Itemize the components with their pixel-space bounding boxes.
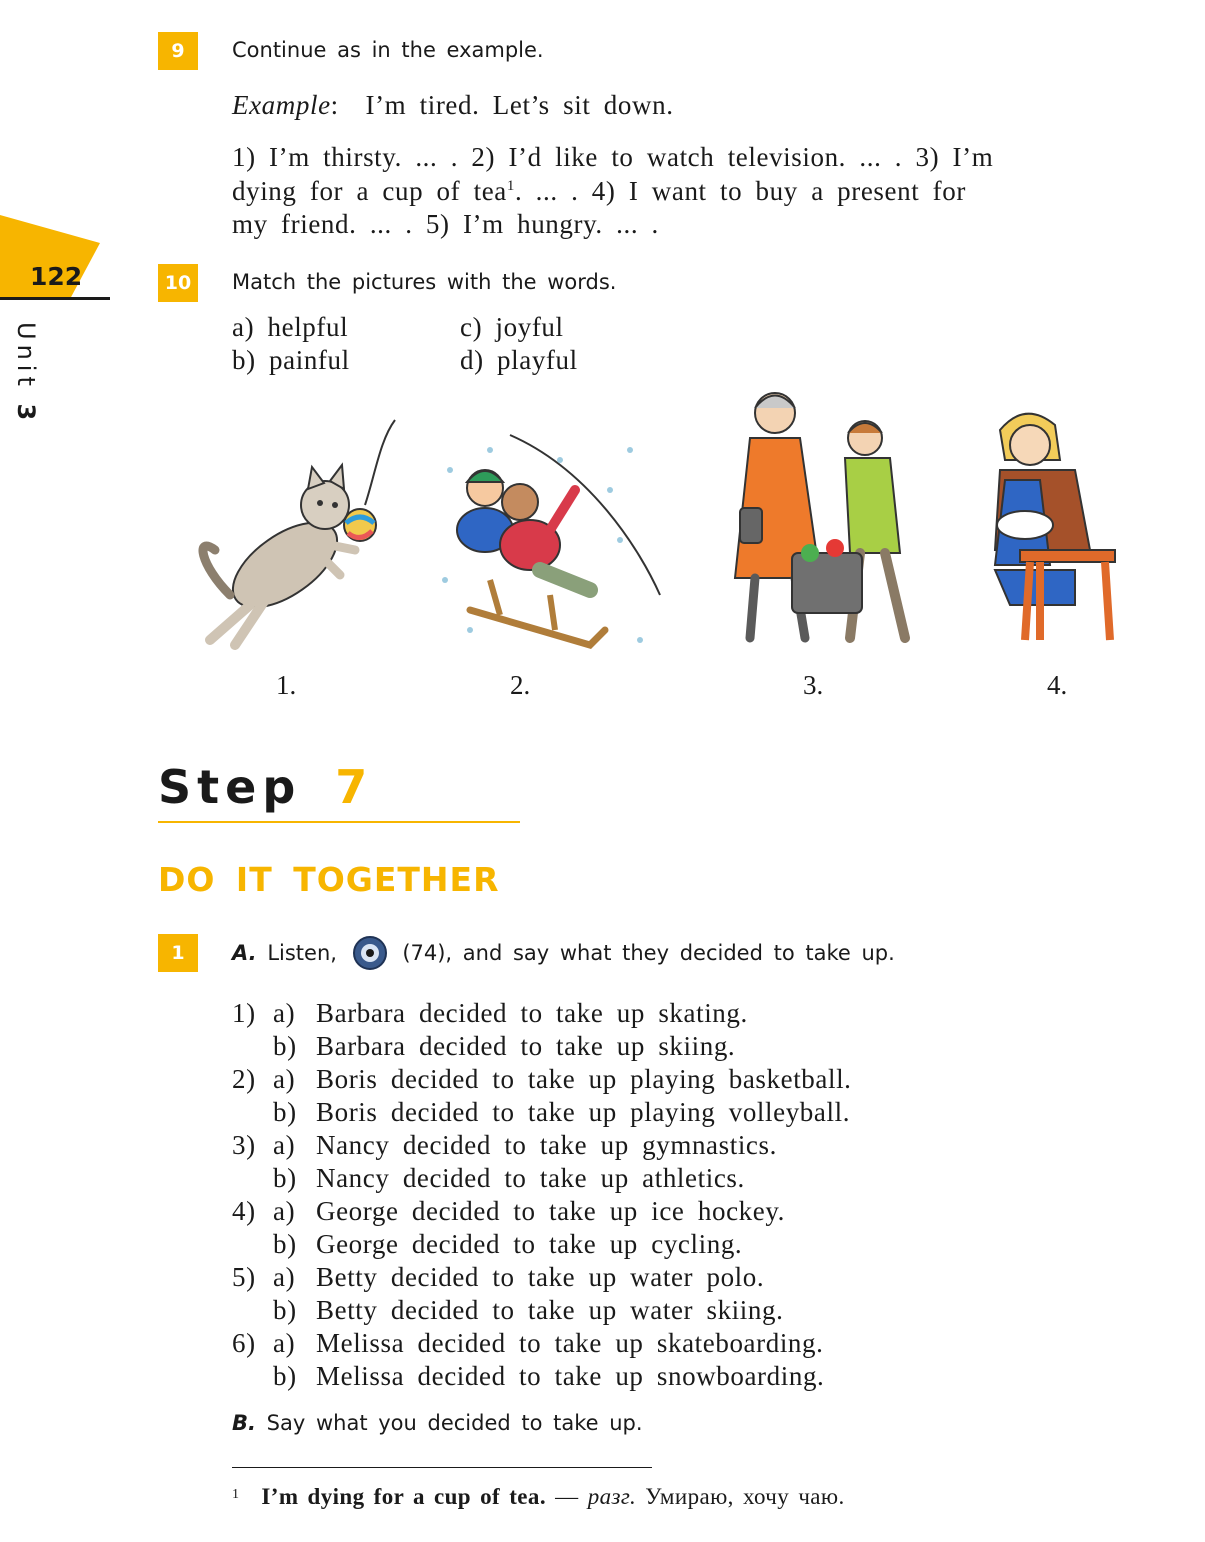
picture-number-1: 1. [276,670,297,700]
unit-label [12,322,40,425]
footnote-term: I’m dying for a cup of tea. [261,1484,546,1509]
word-c: c) joyful [460,312,564,342]
item-letter: b) [273,1295,297,1325]
item-text: Barbara decided to take up skating. [316,998,748,1028]
footnote [232,1484,845,1510]
footnote-abbreviation: разг. [587,1484,637,1509]
exercise-10-instruction: Match the pictures with the words. [232,270,617,294]
item-letter: a) [273,998,296,1028]
item-letter: b) [273,1229,297,1259]
item-letter: b) [273,1163,297,1193]
part-b-text: Say what you decided to take up. [266,1411,643,1435]
picture-boy-helping-grandmother [720,388,950,658]
item-index: 5) [232,1262,256,1292]
part-a-text-after: (74), and say what they decided to take up. [402,941,895,965]
step-underline [158,821,520,823]
footnote-divider [232,1467,652,1468]
item-letter: a) [273,1130,296,1160]
item-text: Barbara decided to take up skiing. [316,1031,736,1061]
picture-number-4: 4. [1047,670,1068,700]
exercise-9-line-3: my friend. ... . 5) I’m hungry. ... . [232,209,659,239]
part-a-label: A. [232,941,257,965]
item-text: Boris decided to take up playing basketball. [316,1064,852,1094]
exercise-1-part-a [232,941,895,965]
exercise-9-number: 9 [158,32,198,70]
item-letter: b) [273,1097,297,1127]
item-text: Betty decided to take up water skiing. [316,1295,784,1325]
picture-number-3: 3. [803,670,824,700]
example-text: I’m tired. Let’s sit down. [365,90,674,120]
item-letter: b) [273,1031,297,1061]
footnote-mark: 1 [232,1487,240,1502]
section-title: DO IT TOGETHER [158,860,500,899]
item-letter: b) [273,1361,297,1391]
item-text: Boris decided to take up playing volleyball. [316,1097,851,1127]
footnote-translation: Умираю, хочу чаю. [645,1484,845,1509]
item-text: George decided to take up ice hockey. [316,1196,786,1226]
page-number-rule [0,297,110,300]
picture-girl-with-injured-arm [980,400,1130,660]
step-word: Step [158,760,302,814]
exercise-9-line-2-head: dying for a cup of tea [232,176,507,206]
exercise-1-part-b [232,1411,643,1435]
example-line: Example: I’m tired. Let’s sit down. [232,90,674,120]
item-text: Nancy decided to take up gymnastics. [316,1130,777,1160]
item-text: Melissa decided to take up snowboarding. [316,1361,825,1391]
item-index: 3) [232,1130,256,1160]
unit-number: 3 [12,403,40,426]
example-label: Example [232,90,331,120]
picture-children-sledding [430,430,670,660]
item-text: Melissa decided to take up skateboarding. [316,1328,824,1358]
page-corner-tab [0,215,110,305]
item-index: 4) [232,1196,256,1226]
item-text: Nancy decided to take up athletics. [316,1163,745,1193]
picture-cat-playing [190,415,410,665]
item-index: 1) [232,998,256,1028]
footnote-dash: — [555,1484,579,1509]
step-heading [158,760,373,814]
item-text: George decided to take up cycling. [316,1229,743,1259]
step-number: 7 [335,760,374,814]
word-d: d) playful [460,345,578,375]
item-letter: a) [273,1328,296,1358]
item-letter: a) [273,1262,296,1292]
picture-number-2: 2. [510,670,531,700]
exercise-9-line-2 [232,176,966,207]
word-a: a) helpful [232,312,349,342]
part-b-label: B. [232,1411,256,1435]
audio-disc-icon[interactable] [352,935,388,971]
page-number: 122 [30,262,83,291]
item-letter: a) [273,1064,296,1094]
exercise-9-line-1: 1) I’m thirsty. ... . 2) I’d like to watch television. ... . 3) I’m [232,142,994,172]
unit-word: Unit [12,322,40,391]
item-text: Betty decided to take up water polo. [316,1262,765,1292]
word-b: b) painful [232,345,350,375]
footnote-reference: 1 [506,178,515,194]
exercise-10-number: 10 [158,264,198,302]
item-letter: a) [273,1196,296,1226]
exercise-9-instruction: Continue as in the example. [232,38,544,62]
part-a-text-before: Listen, [267,941,337,965]
item-index: 2) [232,1064,256,1094]
exercise-9-line-2-tail: . ... . 4) I want to buy a present for [514,176,966,206]
item-index: 6) [232,1328,256,1358]
exercise-1-number: 1 [158,934,198,972]
